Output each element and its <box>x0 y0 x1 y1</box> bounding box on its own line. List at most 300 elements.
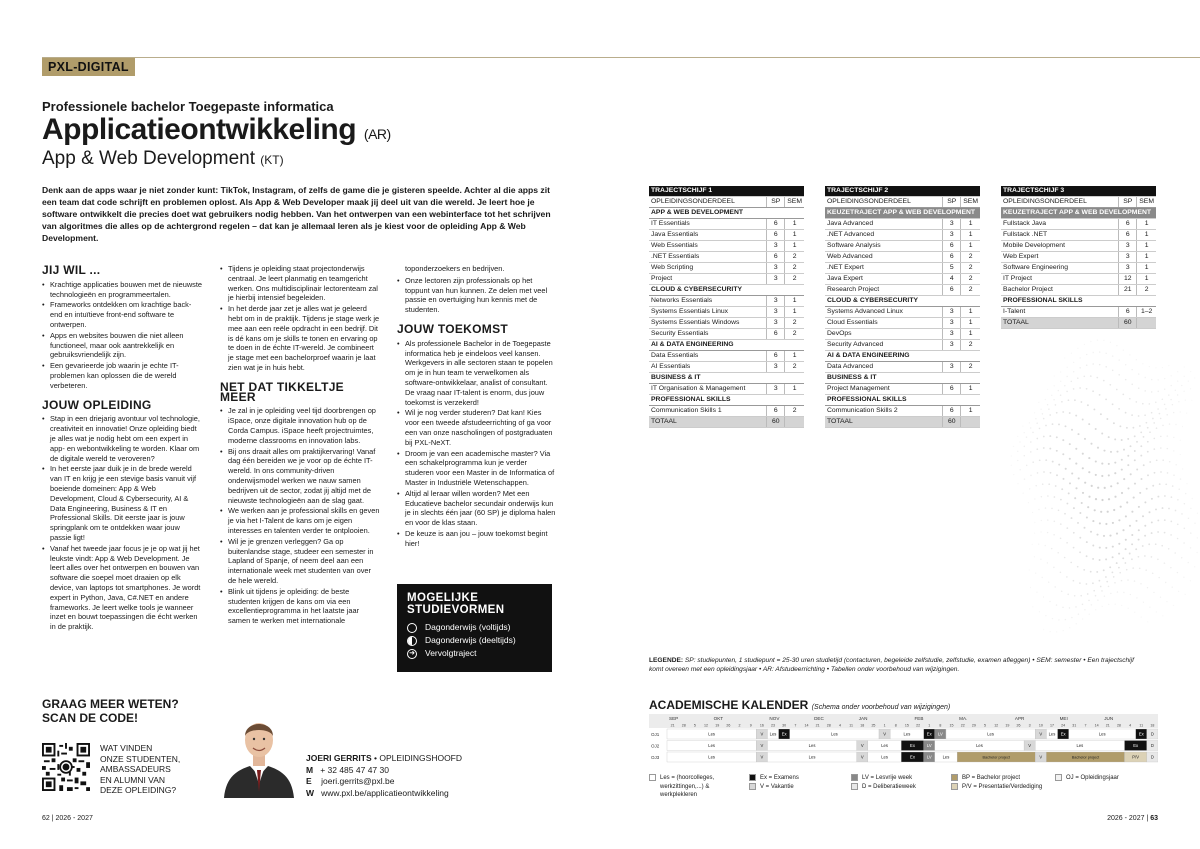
decorative-dot <box>1190 388 1191 389</box>
decorative-dot <box>1032 432 1034 434</box>
calendar-block-label: Les <box>903 731 911 737</box>
course-sem: 1 <box>785 230 804 241</box>
title2-main: App & Web Development <box>42 148 255 169</box>
decorative-dot <box>1084 438 1086 440</box>
decorative-dot <box>1019 441 1020 442</box>
decorative-dot <box>1095 498 1097 500</box>
decorative-dot <box>1162 615 1163 616</box>
course-sp: 6 <box>943 384 961 395</box>
decorative-dot <box>1099 522 1101 524</box>
decorative-dot <box>1159 413 1161 415</box>
decorative-dot <box>1047 532 1048 533</box>
category-label: AI & DATA ENGINEERING <box>825 351 980 362</box>
decorative-dot <box>1138 539 1140 541</box>
decorative-dot <box>1080 595 1082 597</box>
decorative-dot <box>1095 428 1097 430</box>
course-sem: 1 <box>785 219 804 230</box>
course-sp: 6 <box>943 252 961 263</box>
week-label: 19 <box>1005 723 1010 728</box>
decorative-dot <box>1190 580 1191 581</box>
decorative-dot <box>1061 401 1063 403</box>
decorative-dot <box>1090 375 1092 377</box>
qr-caption-line: AMBASSADEURS <box>100 764 171 774</box>
contact-web-line <box>306 788 462 800</box>
table-header-row <box>825 197 980 208</box>
course-sem <box>1137 318 1156 329</box>
decorative-dot <box>1097 339 1098 340</box>
week-label: 18 <box>1150 723 1155 728</box>
decorative-dot <box>1129 398 1131 400</box>
decorative-dot <box>1108 498 1110 500</box>
decorative-dot <box>1138 556 1140 558</box>
decorative-dot <box>1185 399 1186 400</box>
list-item: • Frameworks ontdekken om krachtige back-end en intuïtieve front-end software te ontwerpen. <box>42 300 202 329</box>
decorative-dot <box>1134 450 1136 452</box>
decorative-dot <box>1185 493 1186 494</box>
decorative-dot <box>1047 562 1048 563</box>
course-sp: 6 <box>767 329 785 340</box>
decorative-dot <box>1151 379 1152 380</box>
decorative-dot <box>1103 340 1104 341</box>
contact-web-link[interactable]: www.pxl.be/applicatieontwikkeling <box>321 787 449 798</box>
decorative-dot <box>1100 413 1102 415</box>
col-header: SEM <box>961 197 980 208</box>
decorative-dot <box>1092 558 1094 560</box>
category-row <box>649 373 804 384</box>
decorative-dot <box>1112 370 1114 372</box>
decorative-dot <box>1194 566 1195 567</box>
col-header: SP <box>767 197 785 208</box>
decorative-dot <box>1129 354 1130 355</box>
decorative-dot <box>1091 604 1092 605</box>
list-item: • Droom je van een academische master? Via een schakelprogramma kun je verder studeren voor een Master in de Informatica of Master in Industriële Wetenschappen. <box>397 449 557 488</box>
course-sp: 3 <box>767 307 785 318</box>
table-row <box>649 296 804 307</box>
email-label: E <box>306 776 312 786</box>
course-name: TOTAAL <box>1001 318 1119 329</box>
decorative-dot <box>1082 419 1084 421</box>
table-row <box>825 329 980 340</box>
decorative-dot <box>1194 377 1195 378</box>
decorative-dot <box>1088 600 1090 602</box>
col3-continuation: toponderzoekers en bedrijven. <box>405 264 505 273</box>
course-sp: 6 <box>1119 230 1137 241</box>
decorative-dot <box>1135 520 1137 522</box>
decorative-dot <box>1192 498 1193 499</box>
decorative-dot <box>1167 448 1168 449</box>
decorative-dot <box>1066 527 1068 529</box>
decorative-dot <box>1036 448 1038 450</box>
title2-suffix: (KT) <box>260 153 284 167</box>
decorative-dot <box>1190 508 1191 509</box>
table-row <box>649 318 804 329</box>
week-label: 26 <box>726 723 731 728</box>
col2-list <box>220 264 380 373</box>
decorative-dot <box>1060 572 1062 574</box>
decorative-dot <box>1024 479 1025 480</box>
decorative-dot <box>1066 542 1068 544</box>
course-sp: 3 <box>767 362 785 373</box>
course-sp: 6 <box>1119 307 1137 318</box>
decorative-dot <box>1147 441 1149 443</box>
qr-code[interactable] <box>42 743 90 791</box>
course-sp: 3 <box>943 219 961 230</box>
list-item: • Wil je nog verder studeren? Dat kan! Kies voor een tweede afstudeerrichting of ga voor een van onze nascholingen of postgraduaten bij PXL-NeXT. <box>397 408 557 447</box>
decorative-dot <box>1131 414 1133 416</box>
category-label: APP & WEB DEVELOPMENT <box>649 208 804 219</box>
category-label: PROFESSIONAL SKILLS <box>1001 296 1156 307</box>
week-label: 17 <box>1049 723 1054 728</box>
list-item: • We werken aan je professional skills en geven je via het I-Talent de kans om je eigen interesses en talenten verder te ontplooien. <box>220 506 380 535</box>
decorative-dot <box>1093 408 1095 410</box>
decorative-dot <box>1131 543 1133 545</box>
calendar-block-label: Les <box>708 743 716 748</box>
legend-item-text: Ex = Examens <box>760 775 799 781</box>
course-sem: 1 <box>961 384 980 395</box>
decorative-dot <box>1077 522 1079 524</box>
decorative-dot <box>1164 519 1166 521</box>
list-item: • In het eerste jaar duik je in de brede wereld van IT en krijg je een stevige basis vanuit vijf boeiende domeinen: App & Web Development, Cloud & Cybersecurity, AI & Data Engineering, Business & IT en Professional Skills. Dit eerste jaar is jouw springplank om te ontdekken waar jouw passie ligt! <box>42 464 202 542</box>
calendar-block-label: Les <box>708 731 716 737</box>
legend-item-text: P/V = Presentatie/Verdediging <box>962 784 1043 790</box>
decorative-dot <box>1171 375 1172 376</box>
week-label: 30 <box>782 723 787 728</box>
decorative-dot <box>1103 380 1105 382</box>
decorative-dot <box>1143 602 1144 603</box>
calendar-block-label: V <box>760 731 764 737</box>
decorative-dot <box>1103 450 1105 452</box>
decorative-dot <box>1112 572 1114 574</box>
week-label: 25 <box>871 723 876 728</box>
calendar-block-label: Les <box>769 731 777 737</box>
calendar-block-label: Bachelor project <box>1071 755 1100 760</box>
table-row <box>649 263 804 274</box>
decorative-dot <box>1127 487 1129 489</box>
decorative-dot <box>1197 513 1198 514</box>
decorative-dot <box>1144 414 1146 416</box>
calendar-block-label: Ex <box>926 731 932 737</box>
calendar-block-label: Ex <box>781 731 787 737</box>
academic-calendar <box>649 714 1158 764</box>
decorative-dot <box>1062 411 1064 413</box>
decorative-dot <box>1092 545 1094 547</box>
category-label: CLOUD & CYBERSECURITY <box>649 285 804 296</box>
decorative-dot <box>1136 597 1137 598</box>
contact-phone[interactable]: + 32 485 47 47 30 <box>320 764 389 775</box>
legend <box>649 657 1134 674</box>
decorative-dot <box>1140 455 1142 457</box>
decorative-dot <box>1160 418 1162 420</box>
studievorm-label: Dagonderwijs (voltijds) <box>425 622 511 632</box>
decorative-dot <box>1129 553 1131 555</box>
toekomst-list <box>397 339 557 549</box>
course-name: IT Project <box>1001 274 1119 285</box>
table-row <box>825 307 980 318</box>
decorative-dot <box>1067 367 1068 368</box>
course-sp: 3 <box>1119 241 1137 252</box>
page-title-2 <box>42 148 284 170</box>
decorative-dot <box>1047 519 1048 520</box>
page-number-left: 62 | 2026 - 2027 <box>42 815 93 822</box>
decorative-dot <box>1188 562 1189 563</box>
decorative-dot <box>1165 483 1167 485</box>
decorative-dot <box>1101 463 1103 465</box>
decorative-dot <box>1112 355 1113 356</box>
decorative-dot <box>1183 576 1184 577</box>
decorative-dot <box>1060 523 1062 525</box>
course-sem: 1 <box>785 307 804 318</box>
contact-name: JOERI GERRITS <box>306 753 372 763</box>
decorative-dot <box>1092 582 1094 584</box>
decorative-dot <box>1164 495 1166 497</box>
course-sem: 1 <box>1137 219 1156 230</box>
list-item: • Bij ons draait alles om praktijkervaring! Vanaf dag één bereiden we je voor op de échte IT-wereld. In ons community-driven onderwijsmodel werken we nauw samen bedrijven uit de sector, zodat jij altijd met de nieuwste technologieën aan de slag gaat. <box>220 447 380 506</box>
decorative-dot <box>1088 471 1090 473</box>
decorative-dot <box>1185 594 1186 595</box>
decorative-dot <box>1144 555 1146 557</box>
decorative-dot <box>1065 468 1067 470</box>
table-row <box>649 307 804 318</box>
decorative-dot <box>1071 517 1073 519</box>
qr-caption-line: EN ALUMNI VAN <box>100 774 166 785</box>
decorative-dot <box>1131 534 1133 536</box>
decorative-dot <box>1122 529 1124 531</box>
decorative-dot <box>1093 352 1094 353</box>
decorative-dot <box>1126 501 1128 503</box>
decorative-dot <box>1038 509 1039 510</box>
decorative-dot <box>1105 523 1107 525</box>
decorative-dot <box>1105 558 1107 560</box>
decorative-dot <box>1073 362 1074 363</box>
decorative-dot <box>1030 587 1031 588</box>
course-name: Project Management <box>825 384 943 395</box>
calendar-legend-item <box>1055 774 1165 783</box>
decorative-dot <box>1068 492 1070 494</box>
decorative-dot <box>1052 423 1054 425</box>
decorative-dot <box>1180 478 1181 479</box>
decorative-dot <box>1162 367 1163 368</box>
table-row <box>649 252 804 263</box>
course-name: Software Engineering <box>1001 263 1119 274</box>
decorative-dot <box>1039 428 1041 430</box>
table-row <box>649 384 804 395</box>
decorative-dot <box>1161 545 1163 547</box>
title-main: Applicatieontwikkeling <box>42 113 357 146</box>
decorative-dot <box>1166 414 1168 416</box>
course-sem: 2 <box>1137 285 1156 296</box>
decorative-dot <box>1130 445 1132 447</box>
course-name: Data Advanced <box>825 362 943 373</box>
week-label: 3 <box>1028 723 1031 728</box>
list-item: • Altijd al leraar willen worden? Met een Educatieve bachelor secundair onderwijs kun je in slechts één jaar (60 SP) je diploma halen en voor de klas staan. <box>397 489 557 528</box>
category-label: CLOUD & CYBERSECURITY <box>825 296 980 307</box>
decorative-dot <box>1045 399 1046 400</box>
legend-item-text: Les = (hoorcolleges, werkzittingen,...) & werkplekleren <box>660 775 715 798</box>
legend-swatch <box>749 783 756 790</box>
decorative-dot <box>1035 485 1036 486</box>
decorative-dot <box>1080 401 1082 403</box>
week-label: 10 <box>1038 723 1043 728</box>
decorative-dot <box>1100 586 1102 588</box>
decorative-dot <box>1152 485 1154 487</box>
decorative-dot <box>1045 425 1047 427</box>
contact-name-line: JOERI GERRITS • OPLEIDINGSHOOFD <box>306 753 463 763</box>
decorative-dot <box>1036 438 1038 440</box>
decorative-dot <box>1166 601 1167 602</box>
course-sem: 1 <box>1137 241 1156 252</box>
decorative-dot <box>1099 394 1101 396</box>
decorative-dot <box>1171 385 1172 386</box>
decorative-dot <box>1024 446 1025 447</box>
decorative-dot <box>1081 502 1083 504</box>
table-row <box>1001 307 1156 318</box>
intro-text: Denk aan de apps waar je niet zonder kunt: TikTok, Instagram, of zelfs de game die je gisteren speelde. Achter al die apps zit een team dat code schrijft en problemen oplost. Als App & Web Developer maak jij deel uit van die wereld. Je leert hoe je software ontwikkelt die precies doet wat gebruikers nodig hebben. Van het ontwerpen van een webinterface tot het schrijven van algoritmes die alles op de achtergrond regelen – dat kan je allemaal leren als je kiest voor de opleiding App & Web Development. <box>42 185 551 243</box>
calendar-block-label: Les <box>1076 743 1084 748</box>
decorative-dot <box>1117 482 1119 484</box>
course-sem: 1 <box>961 307 980 318</box>
decorative-dot <box>1108 586 1110 588</box>
week-label: 15 <box>949 723 954 728</box>
decorative-dot <box>1096 534 1098 536</box>
course-name: .NET Advanced <box>825 230 943 241</box>
decorative-dot <box>1130 473 1132 475</box>
decorative-dot <box>1090 443 1092 445</box>
decorative-dot <box>1056 474 1058 476</box>
decorative-dot <box>1170 521 1172 523</box>
decorative-dot <box>1064 357 1065 358</box>
decorative-dot <box>1168 365 1169 366</box>
calendar-block-label: V <box>1039 731 1043 737</box>
decorative-dot <box>1071 381 1073 383</box>
decorative-dot <box>1134 612 1135 613</box>
contact-email[interactable]: joeri.gerrits@pxl.be <box>321 776 395 786</box>
studievorm-deeltijds <box>407 634 542 647</box>
decorative-dot <box>1143 436 1145 438</box>
decorative-dot <box>1180 440 1181 441</box>
decorative-dot <box>1149 607 1150 608</box>
decorative-dot <box>1173 475 1174 476</box>
course-name: Bachelor Project <box>1001 285 1119 296</box>
decorative-dot <box>1103 569 1105 571</box>
decorative-dot <box>1039 459 1041 461</box>
decorative-dot <box>1032 544 1033 545</box>
course-sem: 1 <box>785 384 804 395</box>
contact-email-line <box>306 776 462 788</box>
page-num-right: 63 <box>1150 815 1158 822</box>
decorative-dot <box>1175 510 1177 512</box>
week-label: 5 <box>693 723 696 728</box>
decorative-dot <box>1144 535 1146 537</box>
decorative-dot <box>1026 465 1027 466</box>
decorative-dot <box>1142 363 1143 364</box>
table-row <box>825 252 980 263</box>
col-header: SEM <box>785 197 804 208</box>
course-sem: 1 <box>1137 230 1156 241</box>
decorative-dot <box>1152 573 1154 575</box>
course-sem: 2 <box>961 263 980 274</box>
decorative-dot <box>1090 531 1092 533</box>
decorative-dot <box>1087 506 1089 508</box>
month-label: FEB <box>914 716 924 721</box>
course-sem: 2 <box>961 285 980 296</box>
decorative-dot <box>1153 438 1155 440</box>
week-label: 8 <box>894 723 897 728</box>
decorative-dot <box>1075 448 1077 450</box>
decorative-dot <box>1103 535 1105 537</box>
decorative-dot <box>1149 403 1151 405</box>
decorative-dot <box>1144 525 1146 527</box>
decorative-dot <box>1173 450 1174 451</box>
decorative-dot <box>1113 576 1115 578</box>
circle-icon <box>407 623 417 633</box>
course-name: Web Scripting <box>649 263 767 274</box>
course-name: I-Talent <box>1001 307 1119 318</box>
decorative-dot <box>1090 341 1091 342</box>
decorative-dot <box>1190 371 1191 372</box>
decorative-dot <box>1169 423 1170 424</box>
decorative-dot <box>1196 552 1197 553</box>
decorative-dot <box>1063 630 1064 631</box>
decorative-dot <box>1056 604 1057 605</box>
decorative-dot <box>1182 426 1183 427</box>
decorative-dot <box>1162 425 1164 427</box>
col-header: OPLEIDINGSONDERDEEL <box>649 197 767 208</box>
studievorm-label: Vervolgtraject <box>425 648 477 658</box>
table-title: TRAJECTSCHIJF 2 <box>825 186 980 197</box>
decorative-dot <box>1097 599 1098 600</box>
decorative-dot <box>1155 543 1157 545</box>
course-sp: 12 <box>1119 274 1137 285</box>
decorative-dot <box>1108 474 1110 476</box>
decorative-dot <box>1051 548 1052 549</box>
course-sp: 4 <box>943 274 961 285</box>
week-label: 21 <box>1105 723 1110 728</box>
course-sem <box>961 417 980 428</box>
decorative-dot <box>1184 503 1185 504</box>
list-item: • Onze lectoren zijn professionals op het toppunt van hun kunnen. Ze delen met veel passie en overtuiging hun kennis met de studenten. <box>397 276 557 315</box>
decorative-dot <box>1045 507 1046 508</box>
decorative-dot <box>1095 595 1097 597</box>
decorative-dot <box>1173 605 1174 606</box>
decorative-dot <box>1149 431 1151 433</box>
decorative-dot <box>1184 376 1185 377</box>
category-row <box>825 373 980 384</box>
decorative-dot <box>1030 451 1032 453</box>
calendar-block-label: V <box>1028 743 1032 748</box>
decorative-dot <box>1071 429 1073 431</box>
decorative-dot <box>1073 507 1075 509</box>
decorative-dot <box>1068 399 1070 401</box>
decorative-dot <box>1151 532 1153 534</box>
decorative-dot <box>1034 533 1035 534</box>
decorative-dot <box>1131 384 1133 386</box>
decorative-dot <box>1141 616 1142 617</box>
decorative-dot <box>1101 475 1103 477</box>
course-name: Software Analysis <box>825 241 943 252</box>
decorative-dot <box>1077 433 1079 435</box>
decorative-dot <box>1036 591 1037 592</box>
decorative-dot <box>1053 567 1054 568</box>
table-row <box>649 219 804 230</box>
kalender-note: (Schema onder voorbehoud van wijzigingen) <box>811 704 951 711</box>
decorative-dot <box>1136 469 1138 471</box>
decorative-dot <box>1105 547 1107 549</box>
course-sp: 3 <box>943 307 961 318</box>
week-label: 21 <box>815 723 820 728</box>
decorative-dot <box>1106 581 1108 583</box>
decorative-dot <box>1060 394 1062 396</box>
decorative-dot <box>1118 519 1120 521</box>
